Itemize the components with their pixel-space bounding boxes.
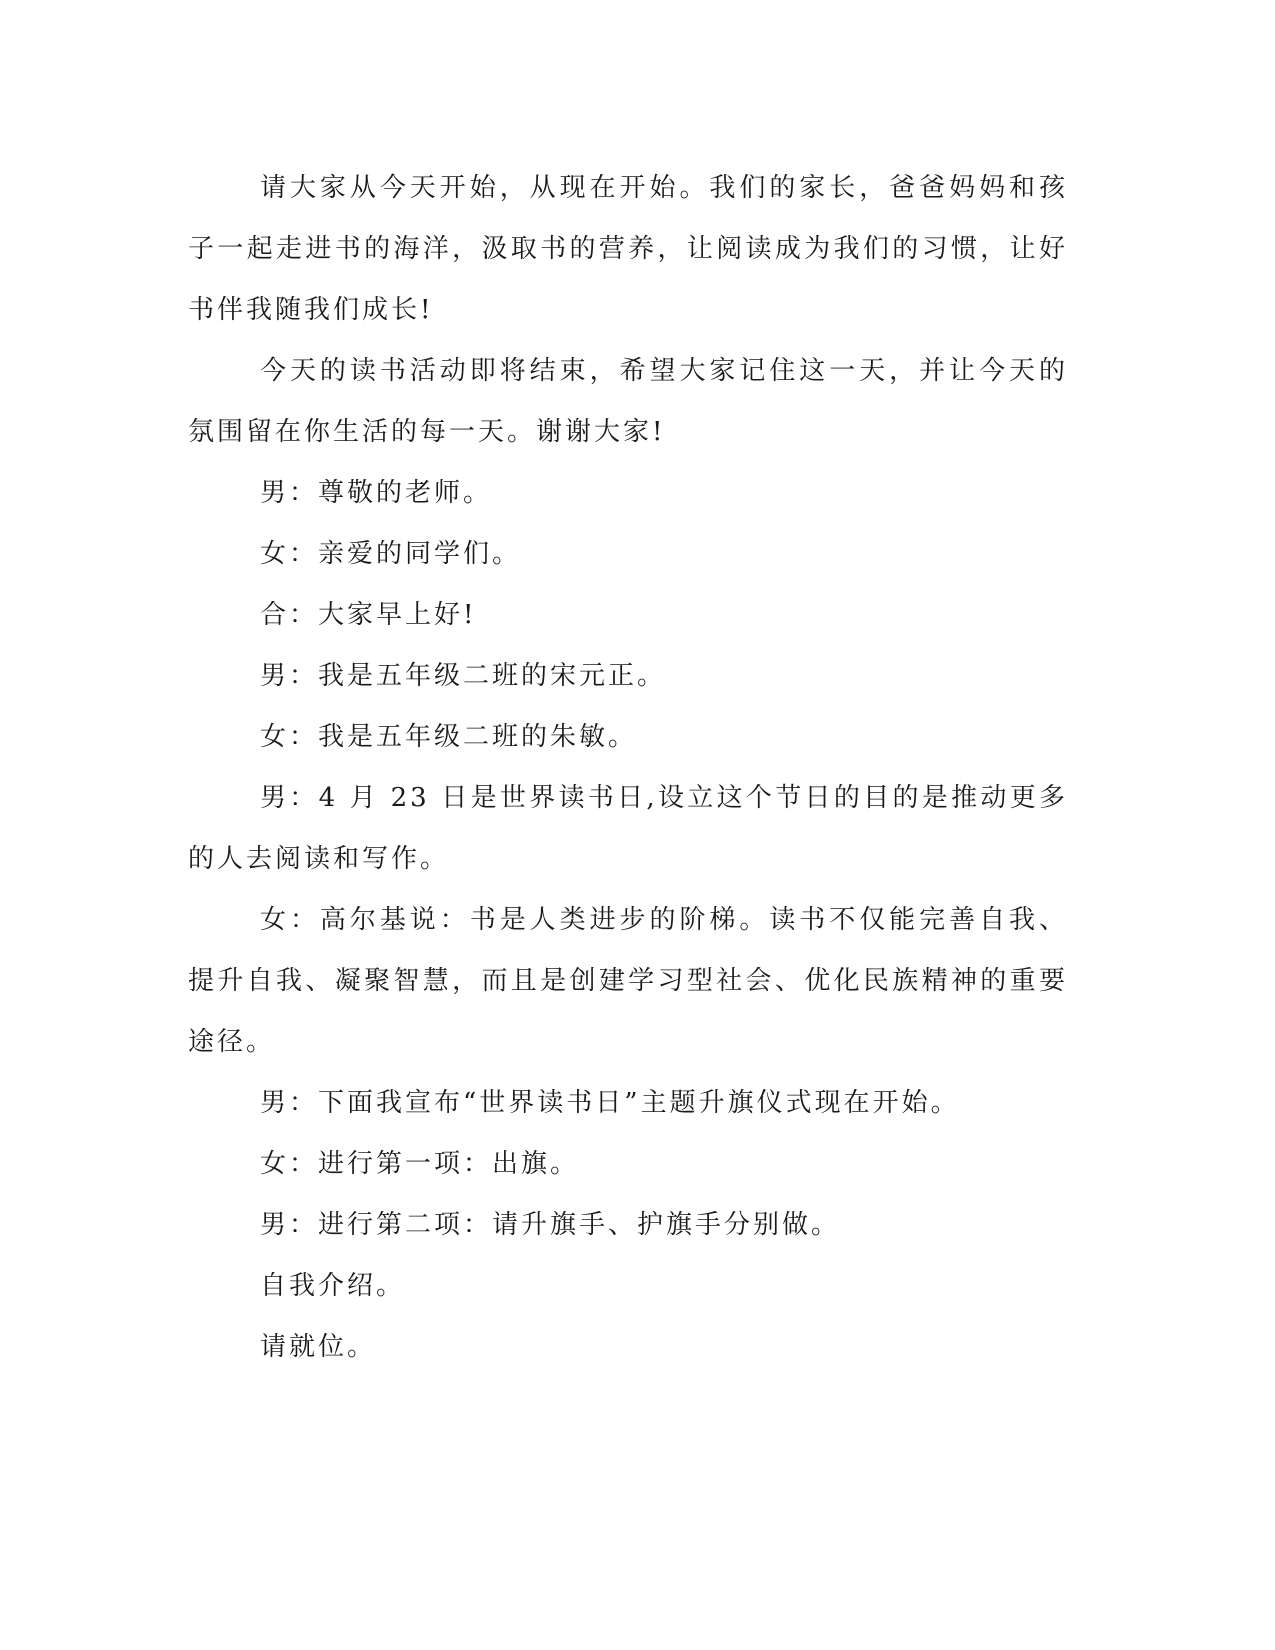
dialogue-line: 合：大家早上好! bbox=[260, 600, 477, 630]
dialogue-line: 男：我是五年级二班的宋元正。 bbox=[260, 661, 667, 691]
paragraph-closing-thanks: 今天的读书活动即将结束，希望大家记住这一天，并让今天的氛围留在你生活的每一天。谢谢大家! bbox=[188, 356, 1068, 447]
dialogue-line: 女：亲爱的同学们。 bbox=[260, 539, 522, 569]
dialogue-line: 女：高尔基说：书是人类进步的阶梯。读书不仅能完善自我、提升自我、凝聚智慧，而且是创建学习型社会、优化民族精神的重要途径。 bbox=[188, 905, 1068, 1057]
dialogue-line: 女：我是五年级二班的朱敏。 bbox=[260, 722, 638, 752]
dialogue-line: 男：4 月 23 日是世界读书日,设立这个节日的目的是推动更多的人去阅读和写作。 bbox=[188, 783, 1068, 874]
dialogue-line: 女：进行第一项：出旗。 bbox=[260, 1149, 580, 1179]
dialogue-line: 男：进行第二项：请升旗手、护旗手分别做。 bbox=[260, 1210, 841, 1240]
document-body bbox=[188, 158, 1068, 1378]
dialogue-line: 男：尊敬的老师。 bbox=[260, 478, 493, 508]
paragraph-closing-appeal: 请大家从今天开始，从现在开始。我们的家长，爸爸妈妈和孩子一起走进书的海洋，汲取书的营养，让阅读成为我们的习惯，让好书伴我随我们成长! bbox=[188, 173, 1068, 325]
dialogue-line: 请就位。 bbox=[260, 1332, 377, 1362]
dialogue-line: 男：下面我宣布“世界读书日”主题升旗仪式现在开始。 bbox=[260, 1088, 960, 1118]
dialogue-line: 自我介绍。 bbox=[260, 1271, 406, 1301]
